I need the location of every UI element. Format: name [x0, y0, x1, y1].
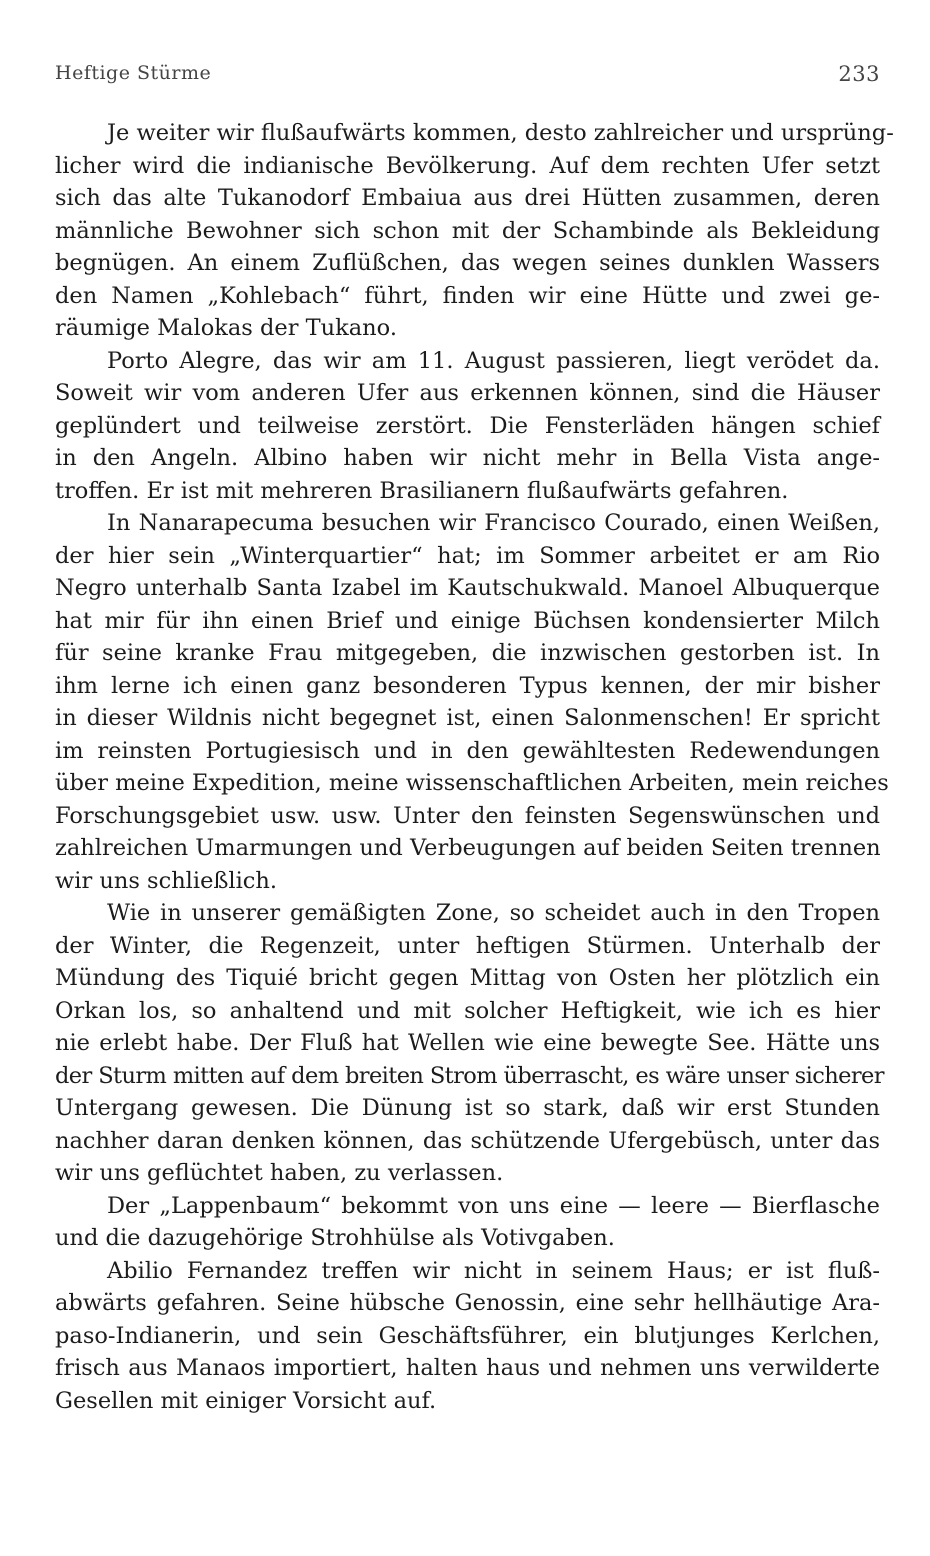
text-line: in den Angeln. Albino haben wir nicht mehr in Bella Vista ange-	[55, 445, 880, 471]
text-line: der Winter, die Regenzeit, unter heftigen Stürmen. Unterhalb der	[55, 932, 880, 959]
paragraph-2	[55, 345, 880, 508]
text-line: für seine kranke Frau mitgegeben, die inzwischen gestorben ist. In	[55, 640, 880, 666]
text-line: in dieser Wildnis nicht begegnet ist, einen Salonmenschen! Er spricht	[55, 705, 880, 731]
paragraph-4	[55, 897, 884, 1190]
text-line: zahlreichen Umarmungen und Verbeugungen auf beiden Seiten trennen	[55, 835, 881, 861]
text-line: sich das alte Tukanodorf Embaiua aus drei Hütten zusammen, deren	[55, 185, 880, 211]
text-line: licher wird die indianische Bevölkerung. Auf dem rechten Ufer setzt	[55, 152, 880, 179]
text-line: Untergang gewesen. Die Dünung ist so stark, daß wir erst Stunden	[55, 1095, 880, 1121]
text-line: Soweit wir vom anderen Ufer aus erkennen können, sind die Häuser	[55, 380, 880, 406]
text-line: In Nanarapecuma besuchen wir Francisco Courado, einen Weißen,	[107, 510, 880, 536]
text-line: Abilio Fernandez treffen wir nicht in seinem Haus; er ist fluß-	[107, 1257, 880, 1284]
text-line: im reinsten Portugiesisch und in den gewähltesten Redewendungen	[55, 737, 880, 764]
text-line: über meine Expedition, meine wissenschaftlichen Arbeiten, mein reiches	[55, 770, 889, 796]
text-line: Mündung des Tiquié bricht gegen Mittag von Osten her plötzlich ein	[55, 965, 880, 991]
paragraph-5	[55, 1190, 880, 1255]
paragraph-3	[55, 507, 889, 897]
text-line: hat mir für ihn einen Brief und einige Büchsen kondensierter Milch	[55, 607, 880, 634]
running-head	[55, 62, 880, 92]
text-line: wir uns schließlich.	[55, 867, 278, 894]
text-line: der Sturm mitten auf dem breiten Strom überrascht, es wäre unser sicherer	[55, 1062, 884, 1089]
text-line: geplündert und teilweise zerstört. Die Fensterläden hängen schief	[55, 412, 880, 439]
text-line: räumige Malokas der Tukano.	[55, 315, 397, 341]
text-line: nie erlebt habe. Der Fluß hat Wellen wie eine bewegte See. Hätte uns	[55, 1030, 880, 1056]
text-line: ihm lerne ich einen ganz besonderen Typus kennen, der mir bisher	[55, 672, 880, 699]
text-line: abwärts gefahren. Seine hübsche Genossin, eine sehr hellhäutige Ara-	[55, 1290, 880, 1316]
text-line: Orkan los, so anhaltend und mit solcher Heftigkeit, wie ich es hier	[55, 997, 880, 1024]
text-line: der hier sein „Winterquartier“ hat; im Sommer arbeitet er am Rio	[55, 542, 880, 569]
page-number: 233	[838, 62, 880, 86]
text-line: Negro unterhalb Santa Izabel im Kautschukwald. Manoel Albuquerque	[55, 575, 880, 601]
paragraph-6	[55, 1255, 880, 1418]
text-line: paso-Indianerin, und sein Geschäftsführer, ein blutjunges Kerlchen,	[55, 1322, 880, 1349]
text-line: den Namen „Kohlebach“ führt, finden wir eine Hütte und zwei ge-	[55, 282, 880, 309]
text-line: begnügen. An einem Zuflüßchen, das wegen seines dunklen Wassers	[55, 250, 880, 276]
text-line: Gesellen mit einiger Vorsicht auf.	[55, 1387, 437, 1414]
text-line: wir uns geflüchtet haben, zu verlassen.	[55, 1160, 504, 1186]
text-line: und die dazugehörige Strohhülse als Votivgaben.	[55, 1225, 615, 1251]
text-line: männliche Bewohner sich schon mit der Schambinde als Bekleidung	[55, 217, 880, 244]
text-line: troffen. Er ist mit mehreren Brasilianern flußaufwärts gefahren.	[55, 477, 789, 504]
paragraph-1	[55, 117, 894, 345]
text-line: nachher daran denken können, das schützende Ufergebüsch, unter das	[55, 1127, 880, 1154]
running-head-title: Heftige Stürme	[55, 62, 212, 84]
text-line: Wie in unserer gemäßigten Zone, so scheidet auch in den Tropen	[107, 900, 880, 926]
text-line: Porto Alegre, das wir am 11. August passieren, liegt verödet da.	[107, 347, 880, 374]
text-line: Der „Lappenbaum“ bekommt von uns eine — leere — Bierflasche	[107, 1192, 880, 1219]
body-text	[55, 117, 894, 1417]
text-line: Je weiter wir flußaufwärts kommen, desto zahlreicher und ursprüng-	[107, 120, 894, 146]
text-line: frisch aus Manaos importiert, halten haus und nehmen uns verwilderte	[55, 1355, 880, 1381]
text-line: Forschungsgebiet usw. usw. Unter den feinsten Segenswünschen und	[55, 802, 880, 829]
